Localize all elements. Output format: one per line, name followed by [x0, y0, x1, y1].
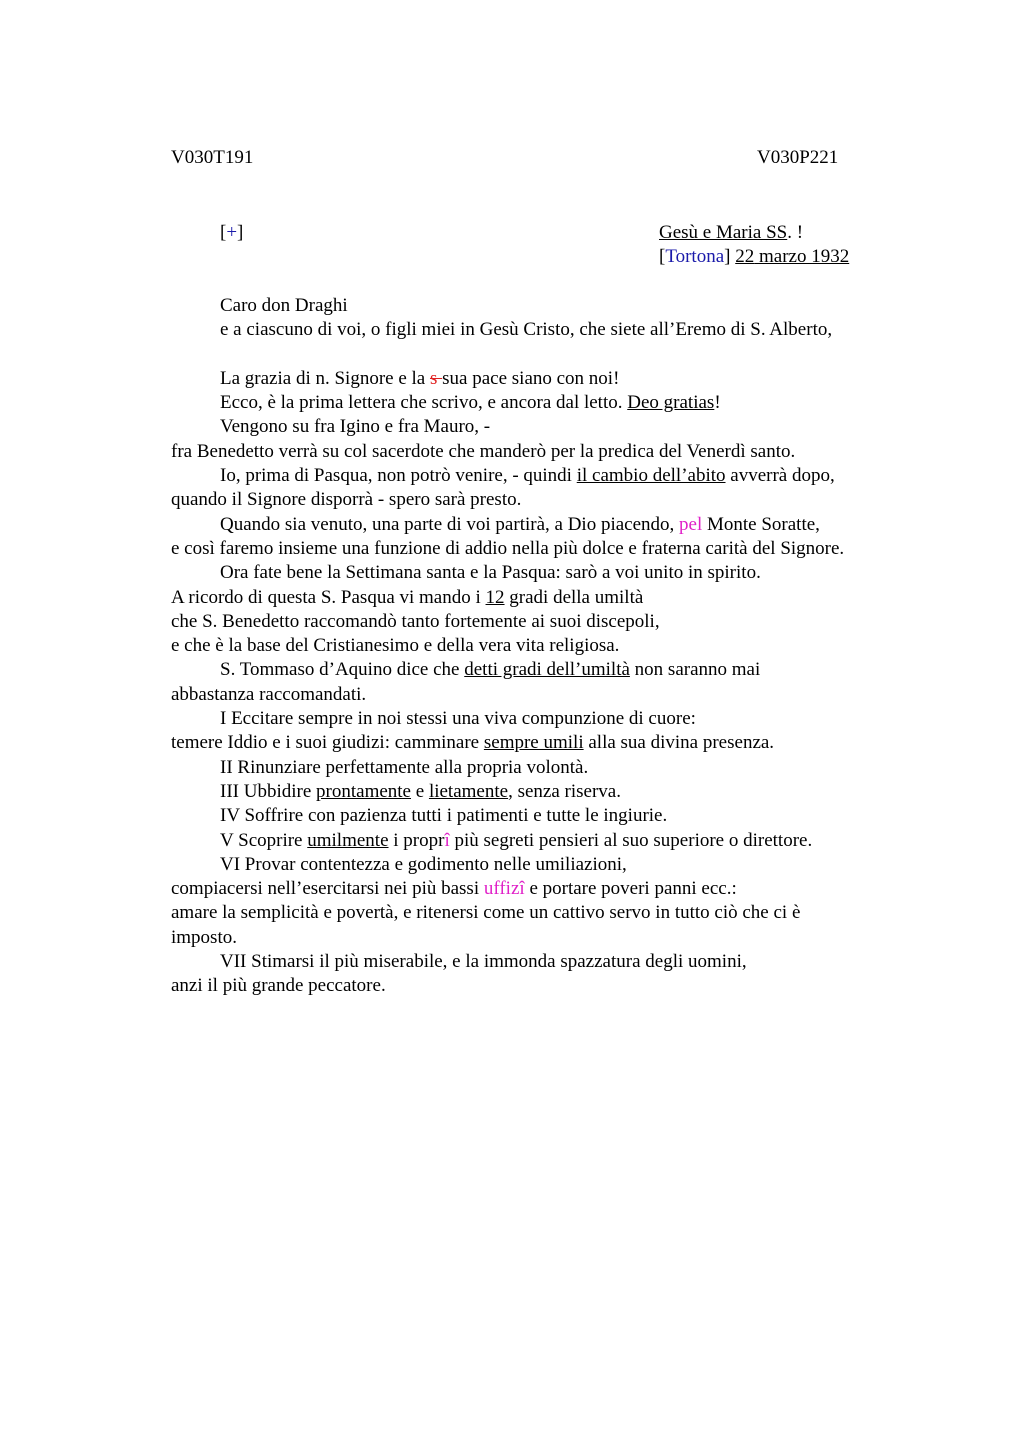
paragraph-soratte-2: e così faremo insieme una funzione di addio nella più dolce e fraterna carità del Signore.	[171, 537, 845, 559]
paragraph-first-letter: Ecco, è la prima lettera che scrivo, e ancora dal letto. Deo gratias!	[220, 392, 721, 414]
paragraph-friars-1: Vengono su fra Igino e fra Mauro, -	[220, 416, 491, 438]
paragraph-holy-week-4: e che è la base del Cristianesimo e della vera vita religiosa.	[171, 635, 620, 657]
struck-text: s	[429, 367, 443, 389]
degree-ii: II Rinunziare perfettamente alla propria volontà.	[220, 756, 589, 778]
degree-iv: IV Soffrire con pazienza tutti i patimenti e tutte le ingiurie.	[220, 805, 668, 827]
paragraph-aquinas-1: S. Tommaso d’Aquino dice che detti gradi dell’umiltà non saranno mai	[220, 659, 761, 681]
degree-vi-line-4: imposto.	[171, 926, 237, 948]
paragraph-holy-week-3: che S. Benedetto raccomandò tanto fortemente ai suoi discepoli,	[171, 610, 660, 632]
degree-vii-line-2: anzi il più grande peccatore.	[171, 975, 386, 997]
degree-vi-line-3: amare la semplicità e povertà, e ritenersi come un cattivo servo in tutto ciò che ci è	[171, 902, 801, 924]
letter-body	[171, 294, 911, 999]
invocation-line: Gesù e Maria SS. !	[659, 222, 804, 243]
opening-line-2: e a ciascuno di voi, o figli miei in Gesù Cristo, che siete all’Eremo di S. Alberto,	[220, 319, 833, 341]
degree-v: V Scoprire umilmente i proprî più segreti pensieri al suo superiore o direttore.	[220, 829, 813, 851]
opening-line-1: Caro don Draghi	[220, 295, 348, 316]
document-code-right: V030P221	[757, 147, 839, 168]
paragraph-soratte-1: Quando sia venuto, una parte di voi partirà, a Dio piacendo, pel Monte Soratte,	[220, 513, 820, 535]
paragraph-greeting: La grazia di n. Signore e la s sua pace siano con noi!	[220, 367, 620, 389]
paragraph-easter-2: quando il Signore disporrà - spero sarà presto.	[171, 489, 522, 511]
cross-mark: [+]	[220, 222, 244, 243]
degree-vi-line-2: compiacersi nell’esercitarsi nei più bassi uffizî e portare poveri panni ecc.:	[171, 878, 737, 900]
paragraph-aquinas-2: abbastanza raccomandati.	[171, 683, 367, 705]
degree-iii: III Ubbidire prontamente e lietamente, senza riserva.	[220, 780, 621, 802]
cross-sign: +	[226, 222, 238, 243]
place-name: Tortona	[665, 246, 725, 268]
paragraph-holy-week-2: A ricordo di questa S. Pasqua vi mando i 12 gradi della umiltà	[171, 586, 644, 608]
salutation-block	[659, 221, 849, 270]
date-month-year: marzo 1932	[758, 246, 850, 268]
invocation: Gesù e Maria SS	[659, 222, 788, 243]
paragraph-holy-week-1: Ora fate bene la Settimana santa e la Pasqua: sarò a voi unito in spirito.	[220, 562, 761, 584]
paragraph-friars-2: fra Benedetto verrà su col sacerdote che manderò per la predica del Venerdì santo.	[171, 440, 796, 462]
degree-vi-line-1: VI Provar contentezza e godimento nelle umiliazioni,	[220, 853, 627, 875]
degree-i-line-2: temere Iddio e i suoi giudizi: camminare sempre umili alla sua divina presenza.	[171, 732, 775, 754]
date-line: [Tortona] 22 marzo 1932	[659, 246, 850, 268]
document-code-left: V030T191	[171, 147, 254, 168]
degree-vii-line-1: VII Stimarsi il più miserabile, e la immonda spazzatura degli uomini,	[220, 951, 747, 973]
degree-i-line-1: I Eccitare sempre in noi stessi una viva compunzione di cuore:	[220, 708, 696, 730]
date-day: 22	[735, 246, 755, 268]
paragraph-easter-1: Io, prima di Pasqua, non potrò venire, - quindi il cambio dell’abito avverrà dopo,	[220, 465, 835, 487]
